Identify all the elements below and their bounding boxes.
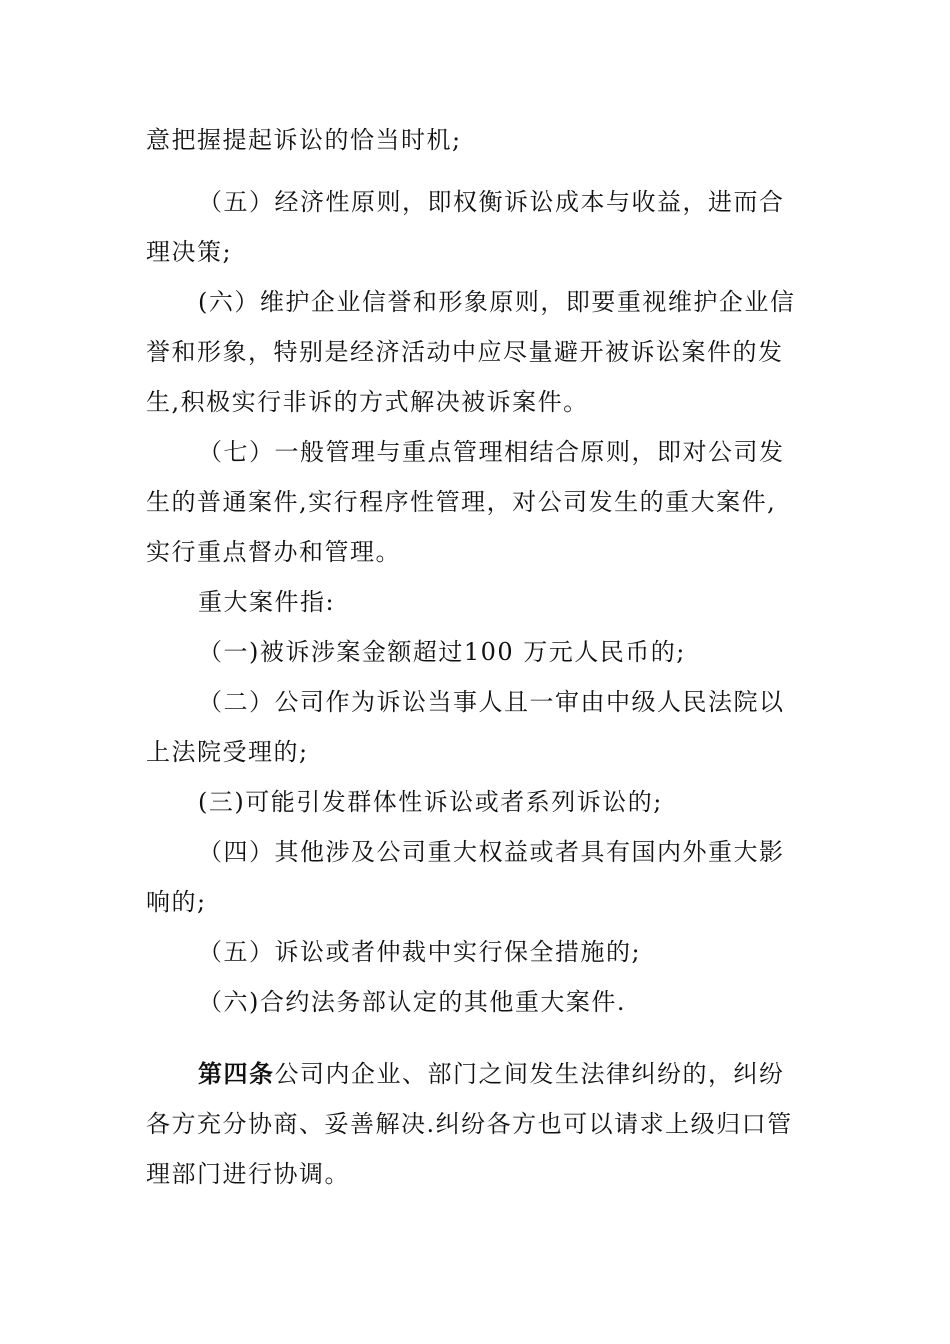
text-line: （四）其他涉及公司重大权益或者具有国内外重大影 xyxy=(198,838,785,866)
text-line: 理决策; xyxy=(146,238,233,266)
text-line: （七）一般管理与重点管理相结合原则，即对公司发 xyxy=(198,438,785,466)
article-4-text: 公司内企业、部门之间发生法律纠纷的，纠纷 xyxy=(274,1060,785,1088)
article-4-first-line xyxy=(198,1058,785,1090)
text-line: （二）公司作为诉讼当事人且一审由中级人民法院以 xyxy=(198,688,785,716)
text-line: 生,积极实行非诉的方式解决被诉案件。 xyxy=(146,388,589,416)
text-line: （五）诉讼或者仲裁中实行保全措施的; xyxy=(198,938,642,966)
text-line: 生的普通案件,实行程序性管理，对公司发生的重大案件, xyxy=(146,488,777,516)
article-4-heading: 第四条 xyxy=(198,1059,275,1088)
text-line: (六）维护企业信誉和形象原则，即要重视维护企业信 xyxy=(198,288,796,316)
text-line: 上法院受理的; xyxy=(146,738,309,766)
text-line: 意把握提起诉讼的恰当时机; xyxy=(146,126,462,154)
text-line: 各方充分协商、妥善解决.纠纷各方也可以请求上级归口管 xyxy=(146,1110,793,1138)
text-line: （一)被诉涉案金额超过100 万元人民币的; xyxy=(198,638,686,666)
text-line: 响的; xyxy=(146,888,207,916)
text-line: （五）经济性原则，即权衡诉讼成本与收益，进而合 xyxy=(198,188,785,216)
text-line: 重大案件指: xyxy=(198,588,336,616)
text-line: 实行重点督办和管理。 xyxy=(146,538,401,566)
text-line: 誉和形象，特别是经济活动中应尽量避开被诉讼案件的发 xyxy=(146,338,784,366)
text-line: (三)可能引发群体性诉讼或者系列诉讼的; xyxy=(198,788,663,816)
text-line: （六)合约法务部认定的其他重大案件. xyxy=(198,988,626,1016)
text-line: 理部门进行协调。 xyxy=(146,1160,350,1188)
